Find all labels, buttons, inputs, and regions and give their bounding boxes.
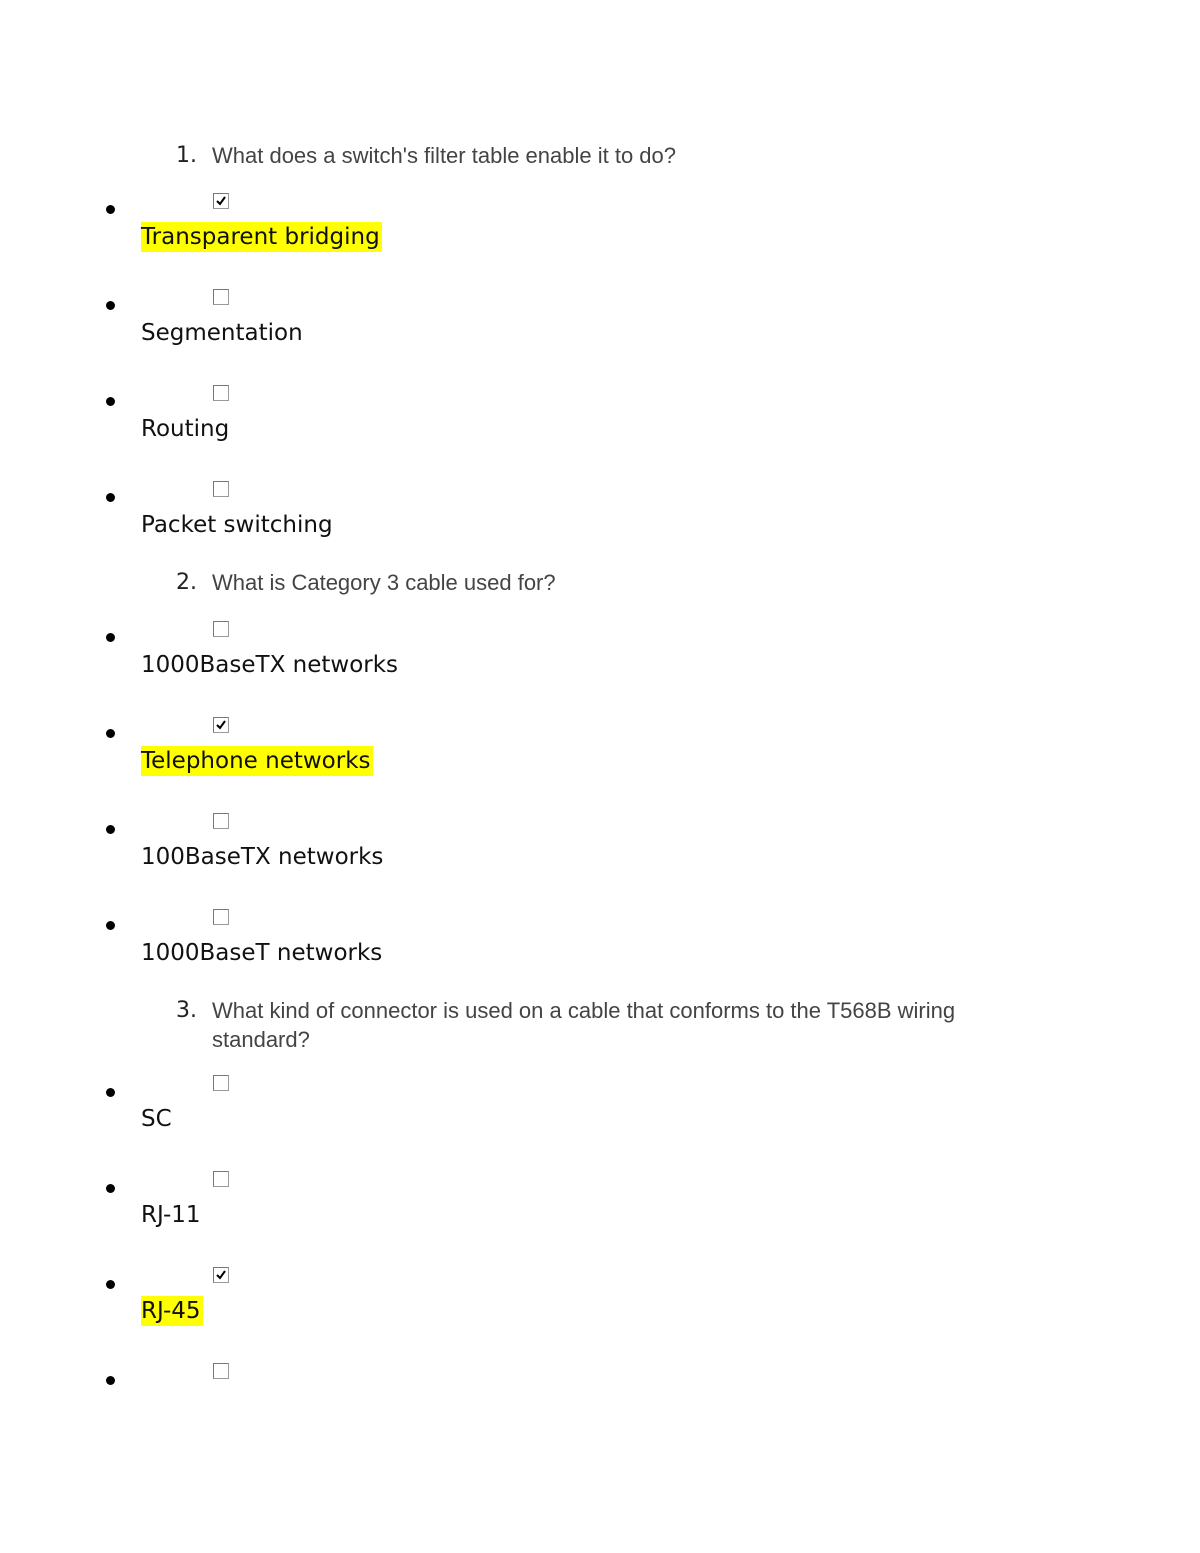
question-1 <box>176 141 1036 170</box>
answer-checkbox[interactable] <box>213 385 229 401</box>
answer-option: RJ-11 <box>141 1202 201 1228</box>
question-text: What kind of connector is used on a cable that conforms to the T568B wiring standard? <box>212 998 956 1052</box>
bullet <box>106 397 115 406</box>
answer-option: 100BaseTX networks <box>141 844 384 870</box>
check-mark-icon <box>215 1269 227 1281</box>
question-number: 2. <box>176 570 197 595</box>
question-2 <box>176 568 1036 597</box>
bullet <box>106 1280 115 1289</box>
answer-checkbox[interactable] <box>213 1075 229 1091</box>
answer-checkbox[interactable] <box>213 717 229 733</box>
question-text: What does a switch's filter table enable it to do? <box>212 143 677 168</box>
answer-checkbox[interactable] <box>213 1267 229 1283</box>
bullet <box>106 493 115 502</box>
bullet <box>106 301 115 310</box>
bullet <box>106 921 115 930</box>
answer-option: 1000BaseT networks <box>141 940 383 966</box>
bullet <box>106 633 115 642</box>
answer-checkbox[interactable] <box>213 481 229 497</box>
answer-option: Transparent bridging <box>141 224 380 250</box>
bullet <box>106 729 115 738</box>
answer-option: 1000BaseTX networks <box>141 652 399 678</box>
answer-option: Telephone networks <box>141 748 371 774</box>
question-3 <box>176 996 1036 1054</box>
answer-checkbox[interactable] <box>213 621 229 637</box>
question-number: 1. <box>176 143 197 168</box>
answer-checkbox[interactable] <box>213 909 229 925</box>
answer-checkbox[interactable] <box>213 1363 229 1379</box>
bullet <box>106 205 115 214</box>
answer-option: RJ-45 <box>141 1298 201 1324</box>
check-mark-icon <box>215 195 227 207</box>
answer-option: Segmentation <box>141 320 303 346</box>
bullet <box>106 1088 115 1097</box>
bullet <box>106 1184 115 1193</box>
bullet <box>106 1376 115 1385</box>
check-mark-icon <box>215 719 227 731</box>
answer-option: Packet switching <box>141 512 333 538</box>
question-number: 3. <box>176 998 197 1023</box>
answer-checkbox[interactable] <box>213 289 229 305</box>
answer-checkbox[interactable] <box>213 1171 229 1187</box>
question-text: What is Category 3 cable used for? <box>212 570 556 595</box>
answer-checkbox[interactable] <box>213 813 229 829</box>
answer-option: Routing <box>141 416 230 442</box>
answer-option: SC <box>141 1106 172 1132</box>
answer-checkbox[interactable] <box>213 193 229 209</box>
bullet <box>106 825 115 834</box>
